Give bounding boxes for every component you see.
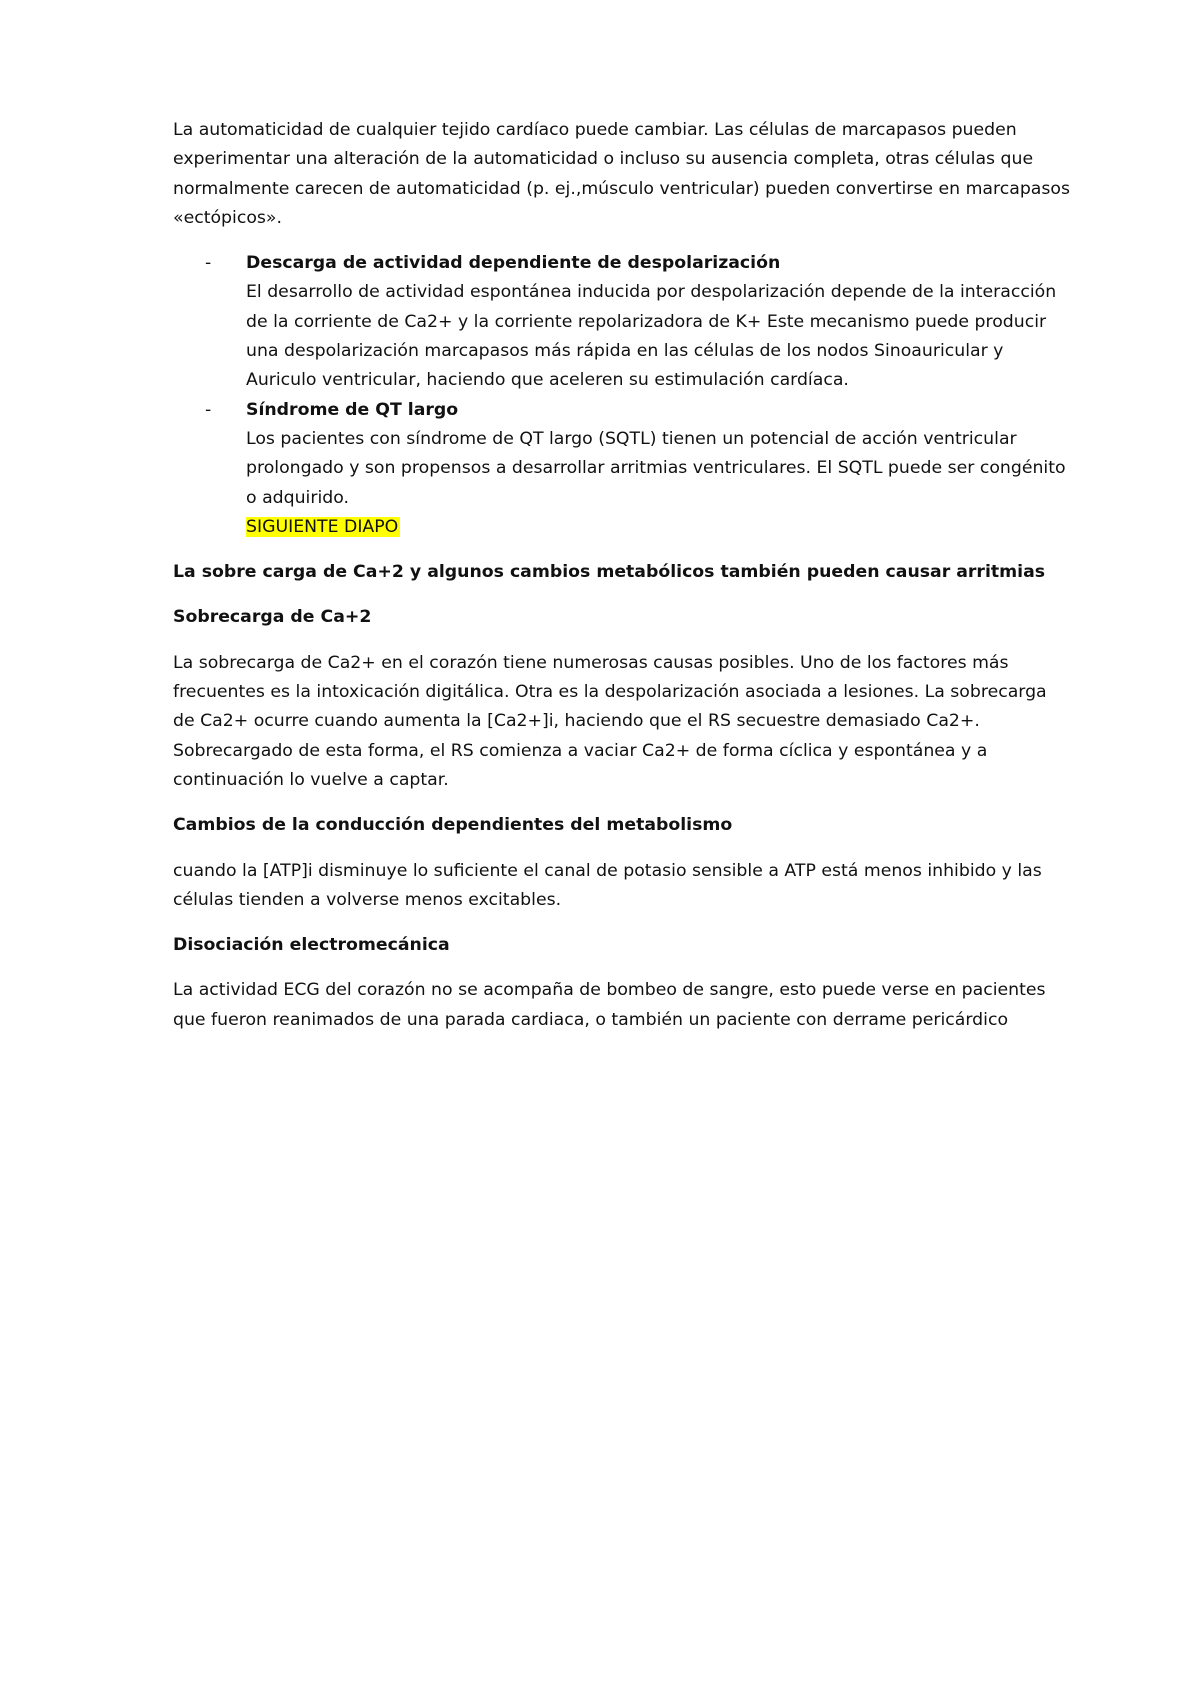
list-item-title: Síndrome de QT largo bbox=[246, 399, 459, 420]
section-heading: Disociación electromecánica bbox=[173, 935, 450, 956]
list-item-long-qt bbox=[173, 396, 1073, 542]
document-page bbox=[173, 116, 1073, 1051]
section-paragraph: cuando la [ATP]i disminuye lo suficiente el canal de potasio sensible a ATP está menos inhibido y las células tienden a volverse menos excitables. bbox=[173, 860, 1042, 910]
list-item-body: El desarrollo de actividad espontánea inducida por despolarización depende de la interacción de la corriente de Ca2+ y la corriente repolarizadora de K+ Este mecanismo puede producir una despolarización marcapasos más rápida en las células de los nodos Sinoauricular y Auriculo ventricular, haciendo que aceleren su estimulación cardíaca. bbox=[246, 282, 1057, 391]
section-heading: Sobrecarga de Ca+2 bbox=[173, 607, 372, 628]
list-item-body: Los pacientes con síndrome de QT largo (SQTL) tienen un potencial de acción ventricular prolongado y son propensos a desarrollar arritmias ventriculares. El SQTL puede ser congénito o adquirido. bbox=[246, 428, 1066, 508]
mechanism-list bbox=[173, 249, 1073, 542]
list-item-depolarization bbox=[173, 249, 1073, 395]
section-heading-overload: La sobre carga de Ca+2 y algunos cambios metabólicos también pueden causar arritmias bbox=[173, 562, 1046, 583]
section-paragraph: La sobrecarga de Ca2+ en el corazón tiene numerosas causas posibles. Uno de los factores más frecuentes es la intoxicación digitálica. Otra es la despolarización asociada a lesiones. La sobrecarga de Ca2+ ocurre cuando aumenta la [Ca2+]i, haciendo que el RS secuestre demasiado Ca2+. Sobrecargado de esta forma, el RS comienza a vaciar Ca2+ de forma cíclica y espontánea y a continuación lo vuelve a captar. bbox=[173, 652, 1047, 790]
list-dash-marker: - bbox=[205, 399, 212, 420]
list-item-title: Descarga de actividad dependiente de despolarización bbox=[246, 253, 781, 274]
section-paragraph: La actividad ECG del corazón no se acompaña de bombeo de sangre, esto puede verse en pacientes que fueron reanimados de una parada cardiaca, o también un paciente con derrame pericárdico bbox=[173, 980, 1046, 1030]
list-dash-marker: - bbox=[205, 253, 212, 274]
highlighted-note: SIGUIENTE DIAPO bbox=[246, 516, 399, 537]
section-heading: Cambios de la conducción dependientes del metabolismo bbox=[173, 815, 733, 836]
intro-paragraph: La automaticidad de cualquier tejido cardíaco puede cambiar. Las células de marcapasos pueden experimentar una alteración de la automaticidad o incluso su ausencia completa, otras células que normalmente carecen de automaticidad (p. ej.,músculo ventricular) pueden convertirse en marcapasos «ectópicos». bbox=[173, 120, 1070, 228]
